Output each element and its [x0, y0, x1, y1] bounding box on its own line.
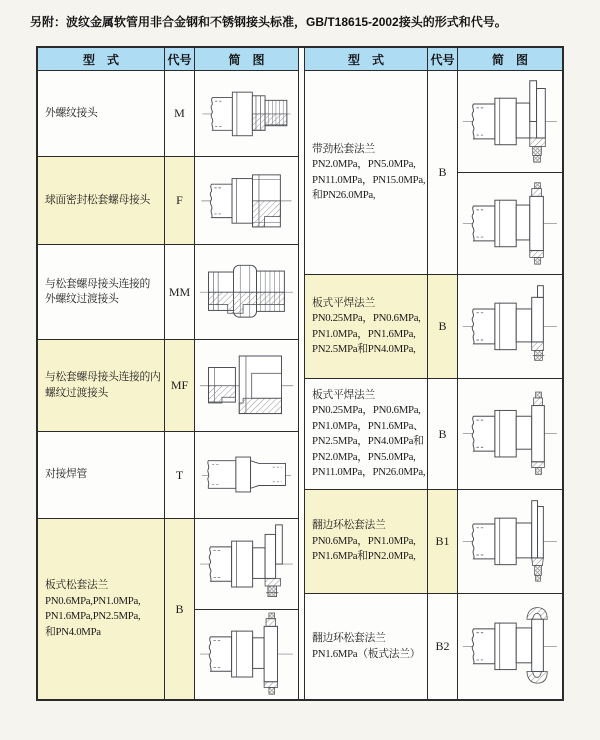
fittings-table: [36, 46, 564, 701]
diagram-cells: [195, 519, 298, 699]
type-line: PN1.6MPa,PN2.5MPa,: [45, 610, 141, 622]
table-row: [305, 71, 562, 275]
code-cell: B: [165, 519, 195, 699]
type-line: 与松套螺母接头连接的: [45, 277, 150, 290]
header-type: 型 式: [305, 48, 428, 70]
right-table: [305, 48, 562, 699]
male-adapter-fitting-diagram: [195, 245, 298, 339]
type-cell: [305, 71, 428, 274]
code-cell: MM: [165, 245, 195, 339]
type-line: PN2.5MPa，PN4.0MPa和: [312, 435, 424, 447]
diagram-cells: [458, 379, 562, 489]
type-line: 对接焊管: [45, 468, 87, 481]
type-line: PN1.6MPa（板式法兰）: [312, 647, 421, 660]
code-cell: B: [428, 71, 458, 274]
table-row: [38, 71, 298, 157]
code-cell: MF: [165, 340, 195, 431]
code-cell: B2: [428, 594, 458, 699]
code-cell: M: [165, 71, 195, 156]
diagram-cells: [195, 340, 298, 431]
type-line: 和PN4.0MPa: [45, 625, 101, 638]
table-row: [38, 245, 298, 340]
type-line: PN11.0MPa，PN15.0MPa,: [312, 173, 426, 186]
diagram-cells: [195, 432, 298, 518]
type-line: PN2.0MPa，PN5.0MPa,: [312, 450, 416, 463]
type-line: 外螺纹接头: [45, 106, 98, 119]
plate-weld-flange-b-diagram: [458, 379, 562, 489]
code-cell: F: [165, 157, 195, 244]
diagram-cells: [195, 71, 298, 156]
header-diagram: 简 图: [228, 52, 265, 67]
type-cell: [305, 490, 428, 593]
type-line: 翻边环松套法兰: [312, 632, 386, 644]
diagram-cells: [458, 490, 562, 593]
type-cell: [305, 379, 428, 489]
type-line: 板式平焊法兰: [312, 388, 375, 401]
lap-ring-flange-b1-diagram: [458, 490, 562, 593]
left-header-row: [38, 48, 298, 71]
type-line: PN1.0MPa，PN1.6MPa,: [312, 327, 416, 340]
type-line: 板式松套法兰: [45, 579, 108, 591]
header-type: 型 式: [38, 48, 165, 70]
type-cell: [305, 594, 428, 699]
type-line: 球面密封松套螺母接头: [45, 193, 150, 206]
type-line: PN0.6MPa，PN1.0MPa,: [312, 534, 416, 547]
table-row: [305, 275, 562, 379]
plate-loose-flange-a-diagram: [195, 519, 298, 610]
type-cell: [38, 157, 165, 244]
header-diagram: 简 图: [491, 52, 528, 67]
code-cell: B1: [428, 490, 458, 593]
type-line: PN0.25MPa，PN0.6MPa,: [312, 312, 421, 324]
right-header-row: [305, 48, 562, 71]
type-line: 和PN26.0MPa,: [312, 189, 376, 201]
diagram-cells: [458, 275, 562, 378]
plate-loose-flange-b-diagram: [195, 610, 298, 700]
table-row: [38, 340, 298, 432]
table-row: [305, 379, 562, 490]
lap-ring-flange-b2-diagram: [458, 594, 562, 699]
table-row: [305, 594, 562, 699]
table-row: [38, 519, 298, 699]
left-rows: [38, 71, 298, 699]
type-cell: [38, 245, 165, 339]
type-cell: [38, 340, 165, 431]
code-cell: B: [428, 275, 458, 378]
type-line: PN1.0MPa，PN1.6MPa、: [312, 419, 424, 432]
type-line: PN1.6MPa和PN2.0MPa,: [312, 550, 416, 563]
type-line: 与松套螺母接头连接的内: [45, 371, 161, 383]
code-cell: B: [428, 379, 458, 489]
type-line: PN2.0MPa，PN5.0MPa,: [312, 158, 416, 170]
type-cell: [305, 275, 428, 378]
code-cell: T: [165, 432, 195, 518]
diagram-cells: [195, 245, 298, 339]
diagram-cells: [458, 71, 562, 274]
table-row: [38, 432, 298, 519]
diagram-cells: [195, 157, 298, 244]
table-row: [305, 490, 562, 594]
neck-loose-flange-a-diagram: [458, 71, 562, 173]
diagram-cells: [458, 594, 562, 699]
table-halves-divider: [298, 48, 305, 699]
table-row: [38, 157, 298, 245]
type-cell: [38, 519, 165, 699]
type-line: 螺纹过渡接头: [45, 386, 108, 399]
type-line: PN11.0MPa，PN26.0MPa,: [312, 466, 426, 478]
type-line: PN2.5MPa和PN4.0MPa,: [312, 343, 416, 355]
header-code: 代号: [428, 48, 458, 70]
butt-weld-pipe-diagram: [195, 432, 298, 518]
type-line: PN0.6MPa,PN1.0MPa,: [45, 594, 141, 607]
header-code: 代号: [165, 48, 195, 70]
swivel-nut-fitting-diagram: [195, 157, 298, 244]
right-rows: [305, 71, 562, 699]
male-thread-fitting-diagram: [195, 71, 298, 156]
type-line: 外螺纹过渡接头: [45, 293, 119, 305]
type-line: PN0.25MPa，PN0.6MPa,: [312, 404, 421, 416]
neck-loose-flange-b-diagram: [458, 173, 562, 274]
page-title: 另附：波纹金属软管用非合金钢和不锈钢接头标准，GB/T18615-2002接头的形式和代号。: [30, 15, 507, 29]
type-cell: [38, 71, 165, 156]
type-line: 板式平焊法兰: [312, 296, 375, 309]
female-adapter-fitting-diagram: [195, 340, 298, 431]
type-line: 带劲松套法兰: [312, 142, 375, 155]
left-table: [38, 48, 298, 699]
type-cell: [38, 432, 165, 518]
plate-weld-flange-a-diagram: [458, 275, 562, 378]
type-line: 翻边环松套法兰: [312, 519, 386, 532]
